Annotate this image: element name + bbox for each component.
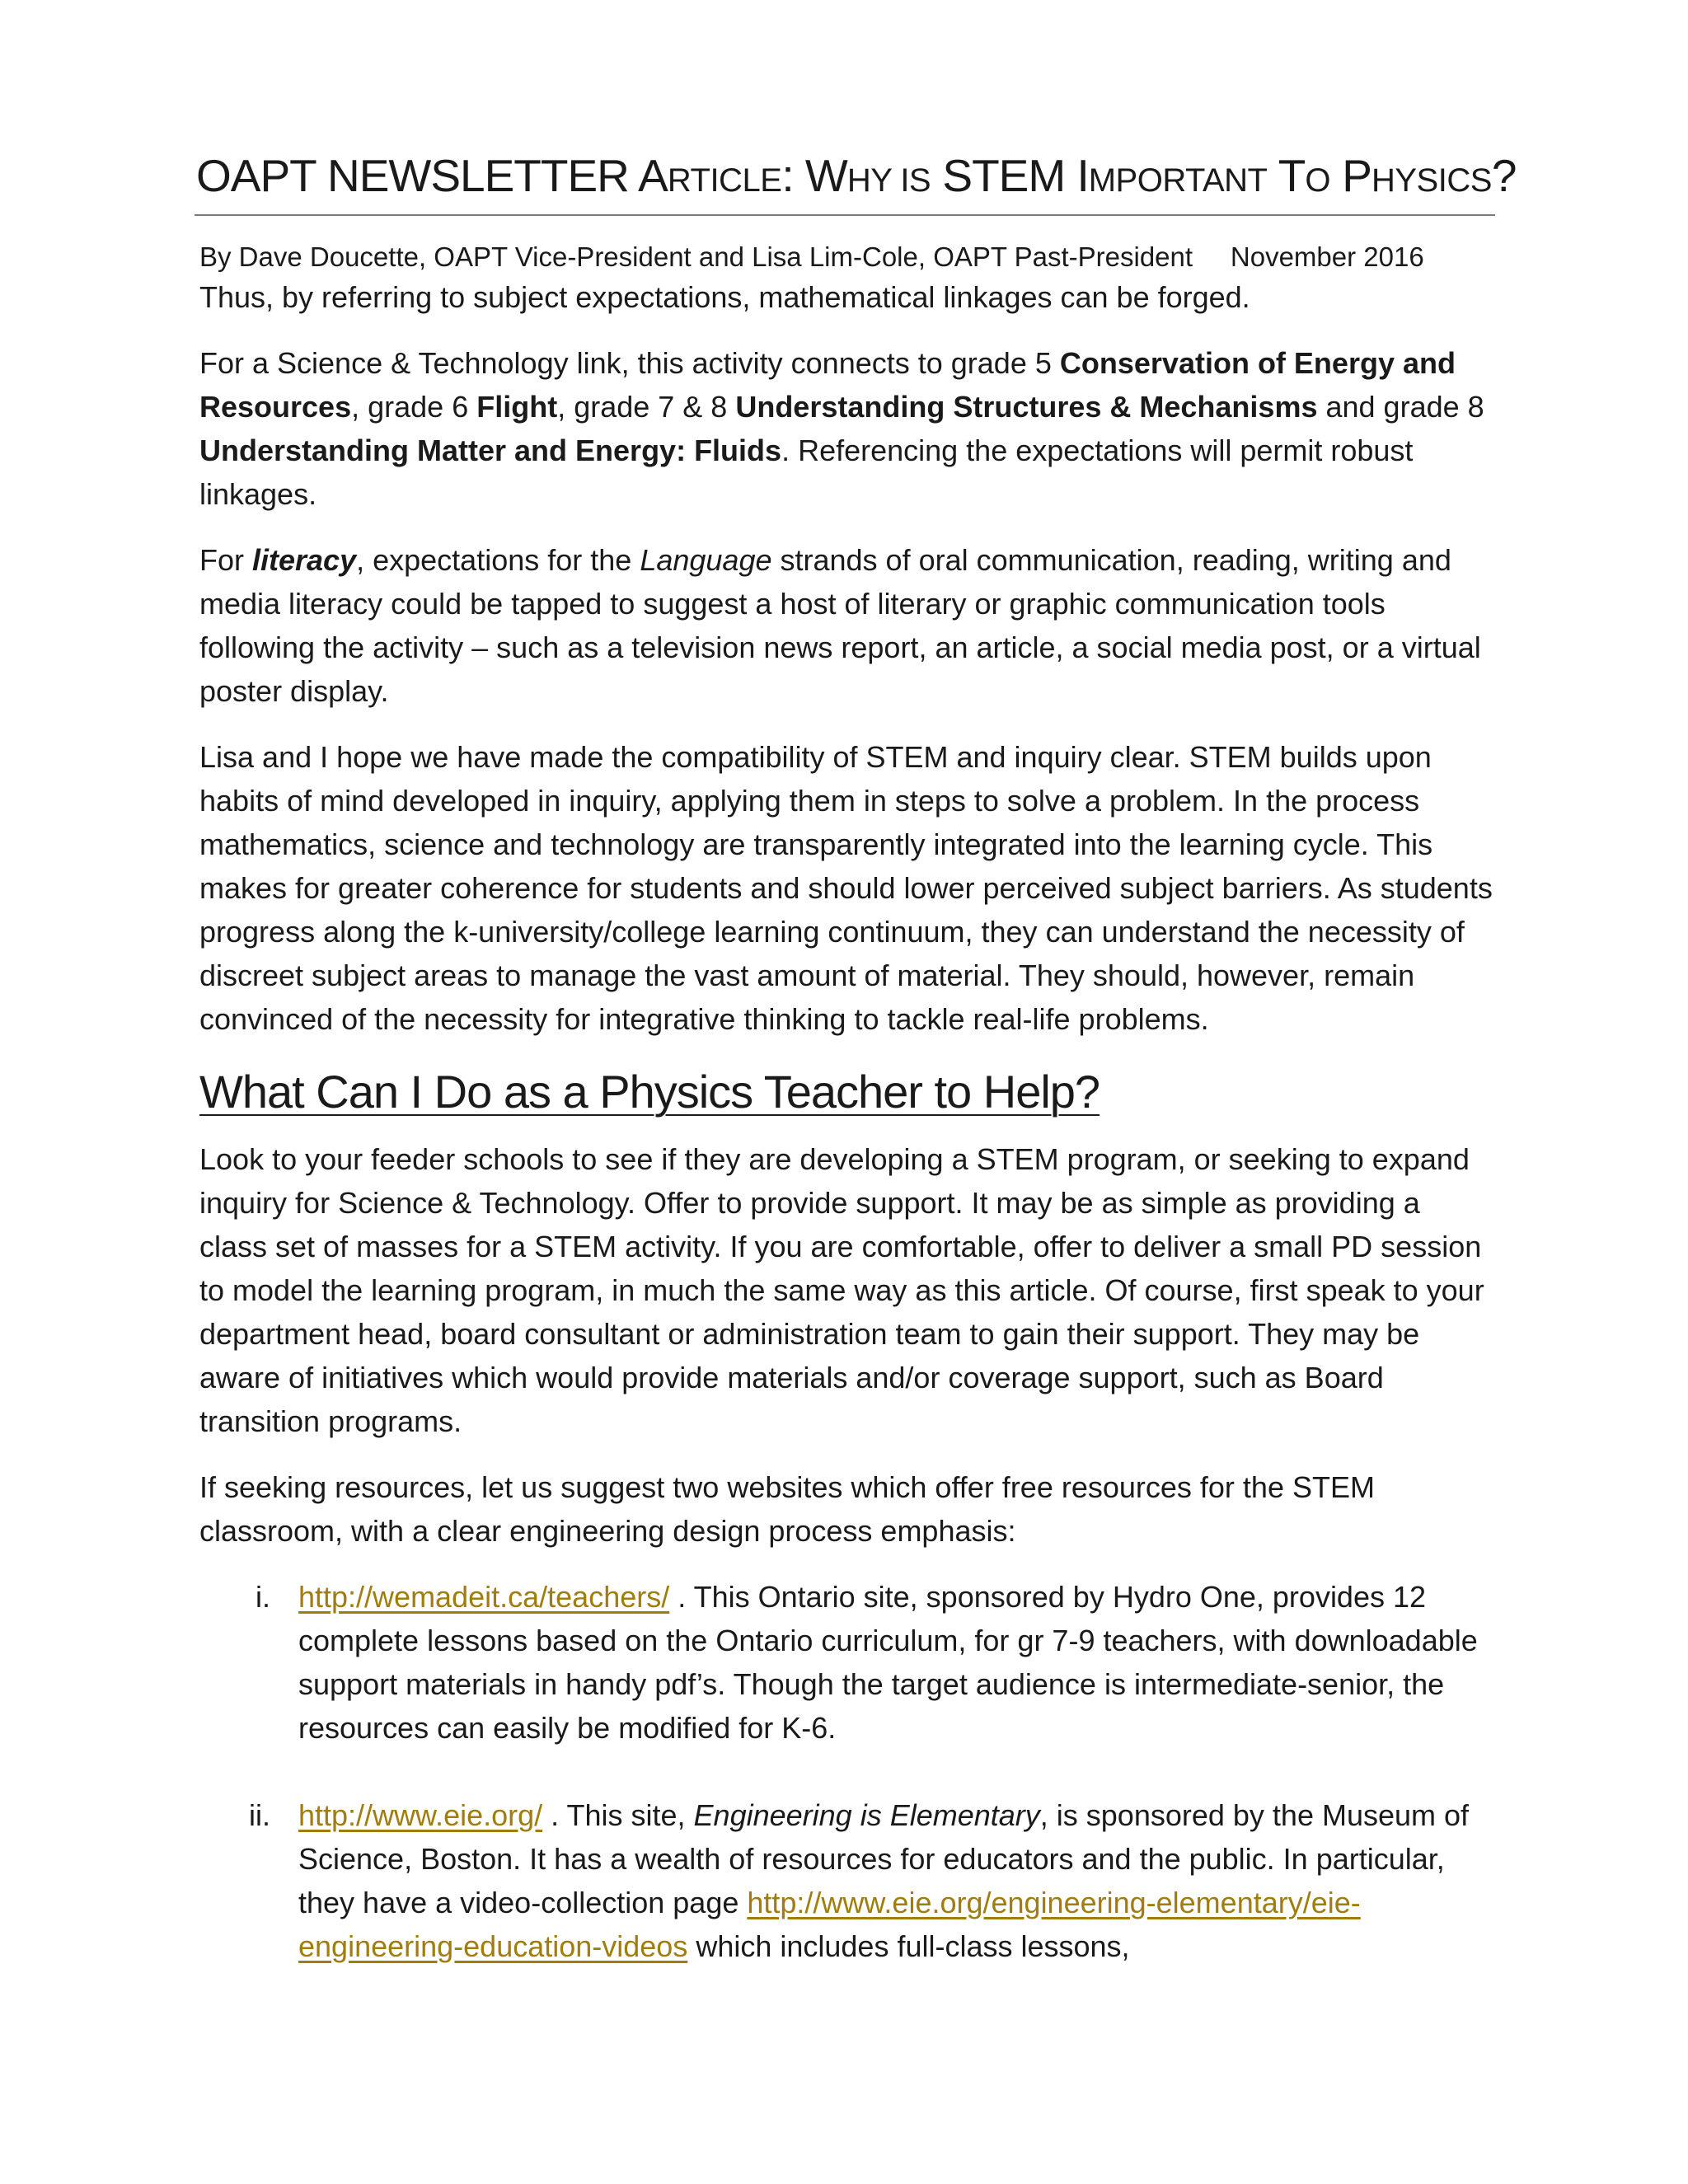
- language-emphasis: Language: [640, 543, 772, 577]
- article-title: [196, 147, 1517, 209]
- title-segment: HY IS: [846, 162, 931, 199]
- text-run: strands of oral communication, reading, writing and media literacy could be tapped to suggest a host of literary or graphic communication tools following the activity – such as a television news report, an article, a social media post, or a virtual poster display.: [199, 543, 1481, 708]
- strand-flight: Flight: [476, 390, 558, 424]
- section-heading: What Can I Do as a Physics Teacher to Help?: [199, 1066, 1100, 1118]
- strand-conservation: Conservation of Energy and Resources: [199, 346, 1456, 424]
- paragraph-stem-inquiry: Lisa and I hope we have made the compatibility of STEM and inquiry clear. STEM builds upon habits of mind developed in inquiry, applying them in steps to solve a problem. In the process mathematics, science and technology are transparently integrated into the learning cycle. This makes for greater coherence for students and should lower perceived subject barriers. As students progress along the k-university/college learning continuum, they can understand the necessity of discreet subject areas to manage the vast amount of material. They should, however, remain convinced of the necessity for integrative thinking to tackle real-life problems.: [199, 740, 1493, 1036]
- paragraph-literacy: [199, 538, 1495, 713]
- title-segment: OAPT NEWSLETTER A: [196, 150, 668, 201]
- title-segment: O: [1305, 162, 1330, 199]
- text-run: which includes full-class lessons,: [687, 1929, 1130, 1963]
- eie-title: Engineering is Elementary: [693, 1798, 1040, 1832]
- title-segment: T: [1267, 150, 1306, 201]
- eie-link[interactable]: http://www.eie.org/: [298, 1798, 543, 1832]
- paragraph-resources-intro: If seeking resources, let us suggest two websites which offer free resources for the STEM classroom, with a clear engineering design process emphasis:: [199, 1470, 1375, 1548]
- paragraph-math-linkages: Thus, by referring to subject expectations, mathematical linkages can be forged.: [199, 280, 1250, 314]
- title-segment: RTICLE: [667, 162, 782, 199]
- resource-list: [199, 1575, 1495, 1968]
- byline: By Dave Doucette, OAPT Vice-President and Lisa Lim-Cole, OAPT Past-President November 2016: [199, 241, 1424, 272]
- paragraph-feeder-schools: Look to your feeder schools to see if they are developing a STEM program, or seeking to expand inquiry for Science & Technology. Offer to provide support. It may be as simple as providing a class set of masses for a STEM activity. If you are comfortable, offer to deliver a small PD session to model the learning program, in much the same way as this article. Of course, first speak to your department head, board consultant or administration team to gain their support. They may be aware of initiatives which would provide materials and/or coverage support, such as Board transition programs.: [199, 1142, 1484, 1438]
- strand-fluids: Understanding Matter and Energy: Fluids: [199, 434, 782, 467]
- paragraph-science-technology: [199, 341, 1495, 516]
- literacy-emphasis: literacy: [252, 543, 357, 577]
- text-run: , is sponsored by the Museum of Science, Boston. It has a wealth of resources for educators and the public. In particular, they have a video-collection page: [298, 1798, 1470, 1919]
- title-segment: P: [1330, 150, 1372, 201]
- text-run: , expectations for the: [356, 543, 640, 577]
- list-number: ii.: [249, 1798, 270, 1832]
- text-run: , grade 7 & 8: [557, 390, 736, 424]
- list-number: i.: [256, 1580, 270, 1614]
- text-run: . Referencing the expectations will permit robust linkages.: [199, 434, 1414, 511]
- text-run: . This site,: [542, 1798, 694, 1832]
- eie-videos-link[interactable]: http://www.eie.org/engineering-elementary/eie-engineering-education-videos: [298, 1886, 1361, 1963]
- article-body: [199, 275, 1495, 2012]
- title-divider: [195, 214, 1495, 216]
- title-segment: : W: [781, 150, 847, 201]
- text-run: , grade 6: [351, 390, 477, 424]
- text-run: For: [199, 543, 253, 577]
- title-segment: STEM I: [931, 150, 1089, 201]
- text-run: For a Science & Technology link, this activity connects to grade 5: [199, 346, 1060, 380]
- title-segment: ?: [1491, 150, 1517, 201]
- title-segment: HYSICS: [1371, 162, 1492, 199]
- text-run: and grade 8: [1317, 390, 1484, 424]
- title-segment: MPORTANT: [1088, 162, 1268, 199]
- resource-item: [199, 1793, 1495, 1968]
- wemadeit-link[interactable]: http://wemadeit.ca/teachers/: [298, 1580, 670, 1614]
- strand-structures: Understanding Structures & Mechanisms: [735, 390, 1318, 424]
- text-run: . This Ontario site, sponsored by Hydro One, provides 12 complete lessons based on the Ontario curriculum, for gr 7-9 teachers, with downloadable support materials in handy pdf’s. Though the target audience is intermediate-senior, the resources can easily be modified for K-6.: [298, 1580, 1478, 1745]
- resource-item: [199, 1575, 1495, 1750]
